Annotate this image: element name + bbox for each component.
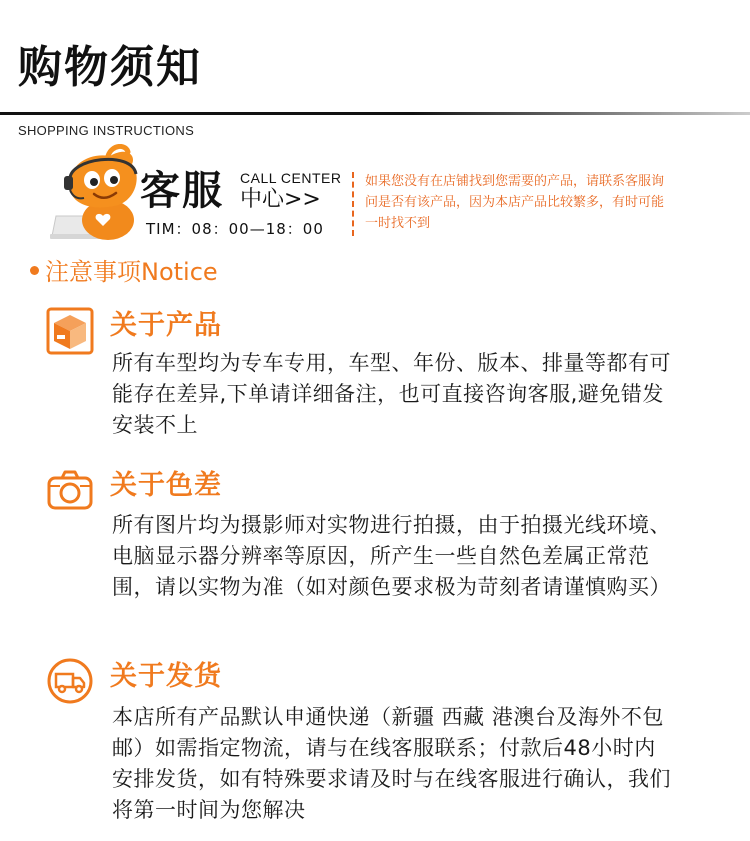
section-body-product: 所有车型均为专车专用，车型、年份、版本、排量等都有可能存在差异,下单请详细备注，也可直接咨询客服,避免错发安装不上 bbox=[112, 351, 671, 437]
title-divider bbox=[0, 112, 750, 115]
page-title: 购物须知 bbox=[18, 42, 202, 93]
service-hours: TIM：08：00—18：00 bbox=[146, 220, 324, 238]
call-center-note: 如果您没有在店铺找到您需要的产品，请联系客服询问是否有该产品，因为本店产品比较繁多，有时可能一时找不到 bbox=[365, 174, 665, 231]
mascot-icon bbox=[48, 144, 143, 244]
section-body-color: 所有图片均为摄影师对实物进行拍摄，由于拍摄光线环境、电脑显示器分辨率等原因，所产生一些自然色差属正常范围，请以实物为准（如对颜色要求极为苛刻者请谨慎购买） bbox=[112, 513, 671, 599]
bullet-dot-icon bbox=[30, 266, 39, 275]
box-icon bbox=[46, 307, 94, 355]
section-title-product: 关于产品 bbox=[110, 310, 222, 341]
call-center-label: 客服 bbox=[140, 168, 224, 214]
section-title-delivery: 关于发货 bbox=[110, 661, 222, 692]
section-body-delivery: 本店所有产品默认申通快递（新疆 西藏 港澳台及海外不包邮）如需指定物流，请与在线客服联系；付款后48小时内安排发货，如有特殊要求请及时与在线客服进行确认，我们将第一时间为您解决 bbox=[112, 705, 671, 822]
page-subtitle: SHOPPING INSTRUCTIONS bbox=[18, 123, 195, 138]
call-center-en-label: CALL CENTER bbox=[240, 170, 342, 186]
notice-heading-text: 注意事项Notice bbox=[45, 258, 218, 286]
notice-heading bbox=[30, 256, 218, 288]
dashed-divider bbox=[352, 172, 354, 236]
delivery-truck-icon bbox=[46, 657, 94, 705]
section-title-color: 关于色差 bbox=[110, 470, 222, 501]
camera-icon bbox=[46, 466, 94, 514]
call-center-link[interactable]: 中心>> bbox=[240, 187, 321, 212]
